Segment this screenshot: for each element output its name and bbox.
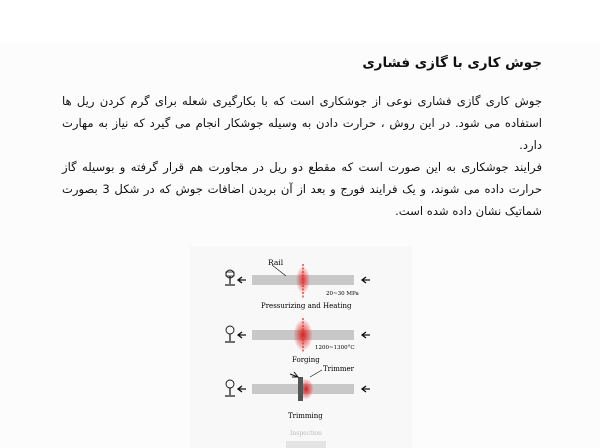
stage-label-inspection: Inspection: [290, 430, 322, 437]
rail-profile-icon: [225, 270, 235, 285]
temperature-label: 1200~1300°C: [315, 345, 355, 351]
process-diagram: [190, 246, 412, 448]
rail-label: Rail: [268, 258, 284, 267]
next-stage-fragment: [286, 441, 326, 448]
heat-zone: [294, 320, 312, 350]
top-margin: [0, 0, 600, 42]
rail-profile-icon: [225, 326, 235, 342]
section-heading: جوش کاری با گازی فشاری: [362, 55, 542, 71]
left-pressure-arrow: [238, 332, 246, 338]
stage-label-trimming: Trimming: [288, 412, 323, 420]
welding-process-figure: [190, 246, 412, 448]
stage-pressurizing: [225, 258, 370, 310]
trimmer-blade: [298, 377, 303, 401]
paragraph-intro: جوش کاری گازی فشاری نوعی از جوشکاری است که با بکارگیری شعله برای گرم کردن ریل ها استفاده می شود. در این روش ، حرارت دادن به وسیله جوشکار انجام می گیرد که نیاز به مهارت دارد.: [62, 94, 542, 152]
rail-profile-icon: [225, 380, 235, 396]
paragraph-process: فرایند جوشکاری به این صورت است که مقطع دو ریل در مجاورت هم قرار گرفته و بوسیله گاز حرارت داده می شوند، و یک فرایند فورج و بعد از آن بریدن اضافات جوش که در شکل 3 بصورت شماتیک نشان داده شده است.: [62, 160, 542, 218]
left-pressure-arrow: [238, 277, 246, 283]
trimmer-label: Trimmer: [323, 365, 355, 373]
stage-trimming: [225, 365, 370, 420]
stage-label-forging: Forging: [292, 356, 320, 364]
stage-forging: [225, 318, 370, 364]
right-pressure-arrow: [362, 277, 370, 283]
right-pressure-arrow: [362, 332, 370, 338]
left-pressure-arrow: [238, 386, 246, 392]
stage-label-pressurizing: Pressurizing and Heating: [261, 302, 352, 310]
right-pressure-arrow: [362, 386, 370, 392]
pressure-label: 20~30 MPa: [326, 291, 359, 297]
